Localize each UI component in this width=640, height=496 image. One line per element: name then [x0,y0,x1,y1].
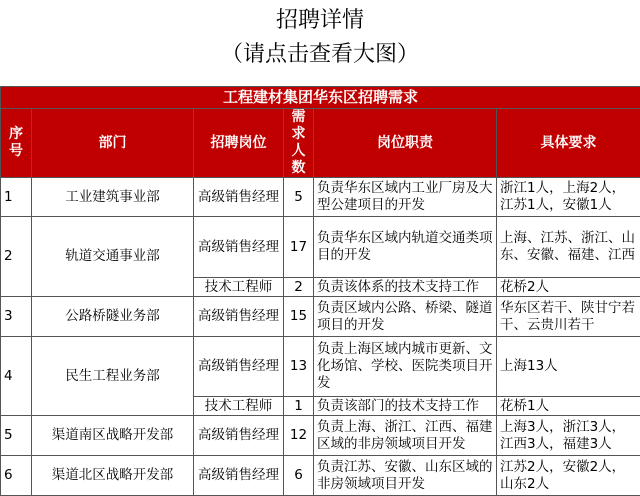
table-row [1,178,640,217]
position-cell: 技术工程师 [194,397,284,416]
seq-cell: 3 [1,297,32,337]
department-cell: 渠道南区战略开发部 [32,416,194,456]
department-cell: 渠道北区战略开发部 [32,456,194,496]
requirement-cell: 花桥1人 [497,397,640,416]
seq-cell: 5 [1,416,32,456]
duty-cell: 负责上海、浙江、江西、福建区域的非房领域项目开发 [314,416,497,456]
table-row [1,416,640,456]
column-header: 具体要求 [497,109,640,178]
headcount-cell: 2 [284,278,314,297]
position-cell: 高级销售经理 [194,178,284,217]
requirement-cell: 浙江1人，上海2人，江苏1人，安徽1人 [497,178,640,217]
headcount-cell: 13 [284,337,314,397]
headcount-cell: 5 [284,178,314,217]
seq-cell: 6 [1,456,32,496]
column-header: 部门 [32,109,194,178]
position-cell: 高级销售经理 [194,337,284,397]
requirement-cell: 上海、江苏、浙江、山东、安徽、福建、江西 [497,217,640,278]
page-subtitle: （请点击查看大图） [0,40,640,70]
requirement-cell: 花桥2人 [497,278,640,297]
table-header-row [1,109,640,178]
headcount-cell: 1 [284,397,314,416]
requirement-cell: 华东区若干、陕甘宁若干、云贵川若干 [497,297,640,337]
column-header: 岗位职责 [314,109,497,178]
position-cell: 高级销售经理 [194,456,284,496]
seq-cell: 1 [1,178,32,217]
duty-cell: 负责上海区域内城市更新、文化场馆、学校、医院类项目开发 [314,337,497,397]
seq-cell: 4 [1,337,32,416]
requirement-cell: 上海13人 [497,337,640,397]
column-header: 招聘岗位 [194,109,284,178]
headcount-cell: 17 [284,217,314,278]
headcount-cell: 6 [284,456,314,496]
headcount-cell: 12 [284,416,314,456]
column-header: 需求 人数 [284,109,314,178]
column-header: 序号 [1,109,32,178]
table-title: 工程建材集团华东区招聘需求 [1,87,640,109]
department-cell: 轨道交通事业部 [32,217,194,297]
duty-cell: 负责华东区域内轨道交通类项目的开发 [314,217,497,278]
department-cell: 工业建筑事业部 [32,178,194,217]
table-row [1,217,640,278]
recruitment-table [0,86,640,496]
page-title: 招聘详情 [0,0,640,34]
position-cell: 高级销售经理 [194,297,284,337]
table-row [1,297,640,337]
duty-cell: 负责该部门的技术支持工作 [314,397,497,416]
table-row [1,337,640,397]
duty-cell: 负责区域内公路、桥梁、隧道项目的开发 [314,297,497,337]
page-header [0,0,640,84]
position-cell: 技术工程师 [194,278,284,297]
table-row [1,456,640,496]
requirement-cell: 江苏2人，安徽2人，山东2人 [497,456,640,496]
duty-cell: 负责江苏、安徽、山东区域的非房领域项目开发 [314,456,497,496]
seq-cell: 2 [1,217,32,297]
department-cell: 公路桥隧业务部 [32,297,194,337]
position-cell: 高级销售经理 [194,416,284,456]
requirement-cell: 上海3人，浙江3人，江西3人，福建3人 [497,416,640,456]
position-cell: 高级销售经理 [194,217,284,278]
duty-cell: 负责该体系的技术支持工作 [314,278,497,297]
headcount-cell: 15 [284,297,314,337]
duty-cell: 负责华东区域内工业厂房及大型公建项目的开发 [314,178,497,217]
department-cell: 民生工程业务部 [32,337,194,416]
